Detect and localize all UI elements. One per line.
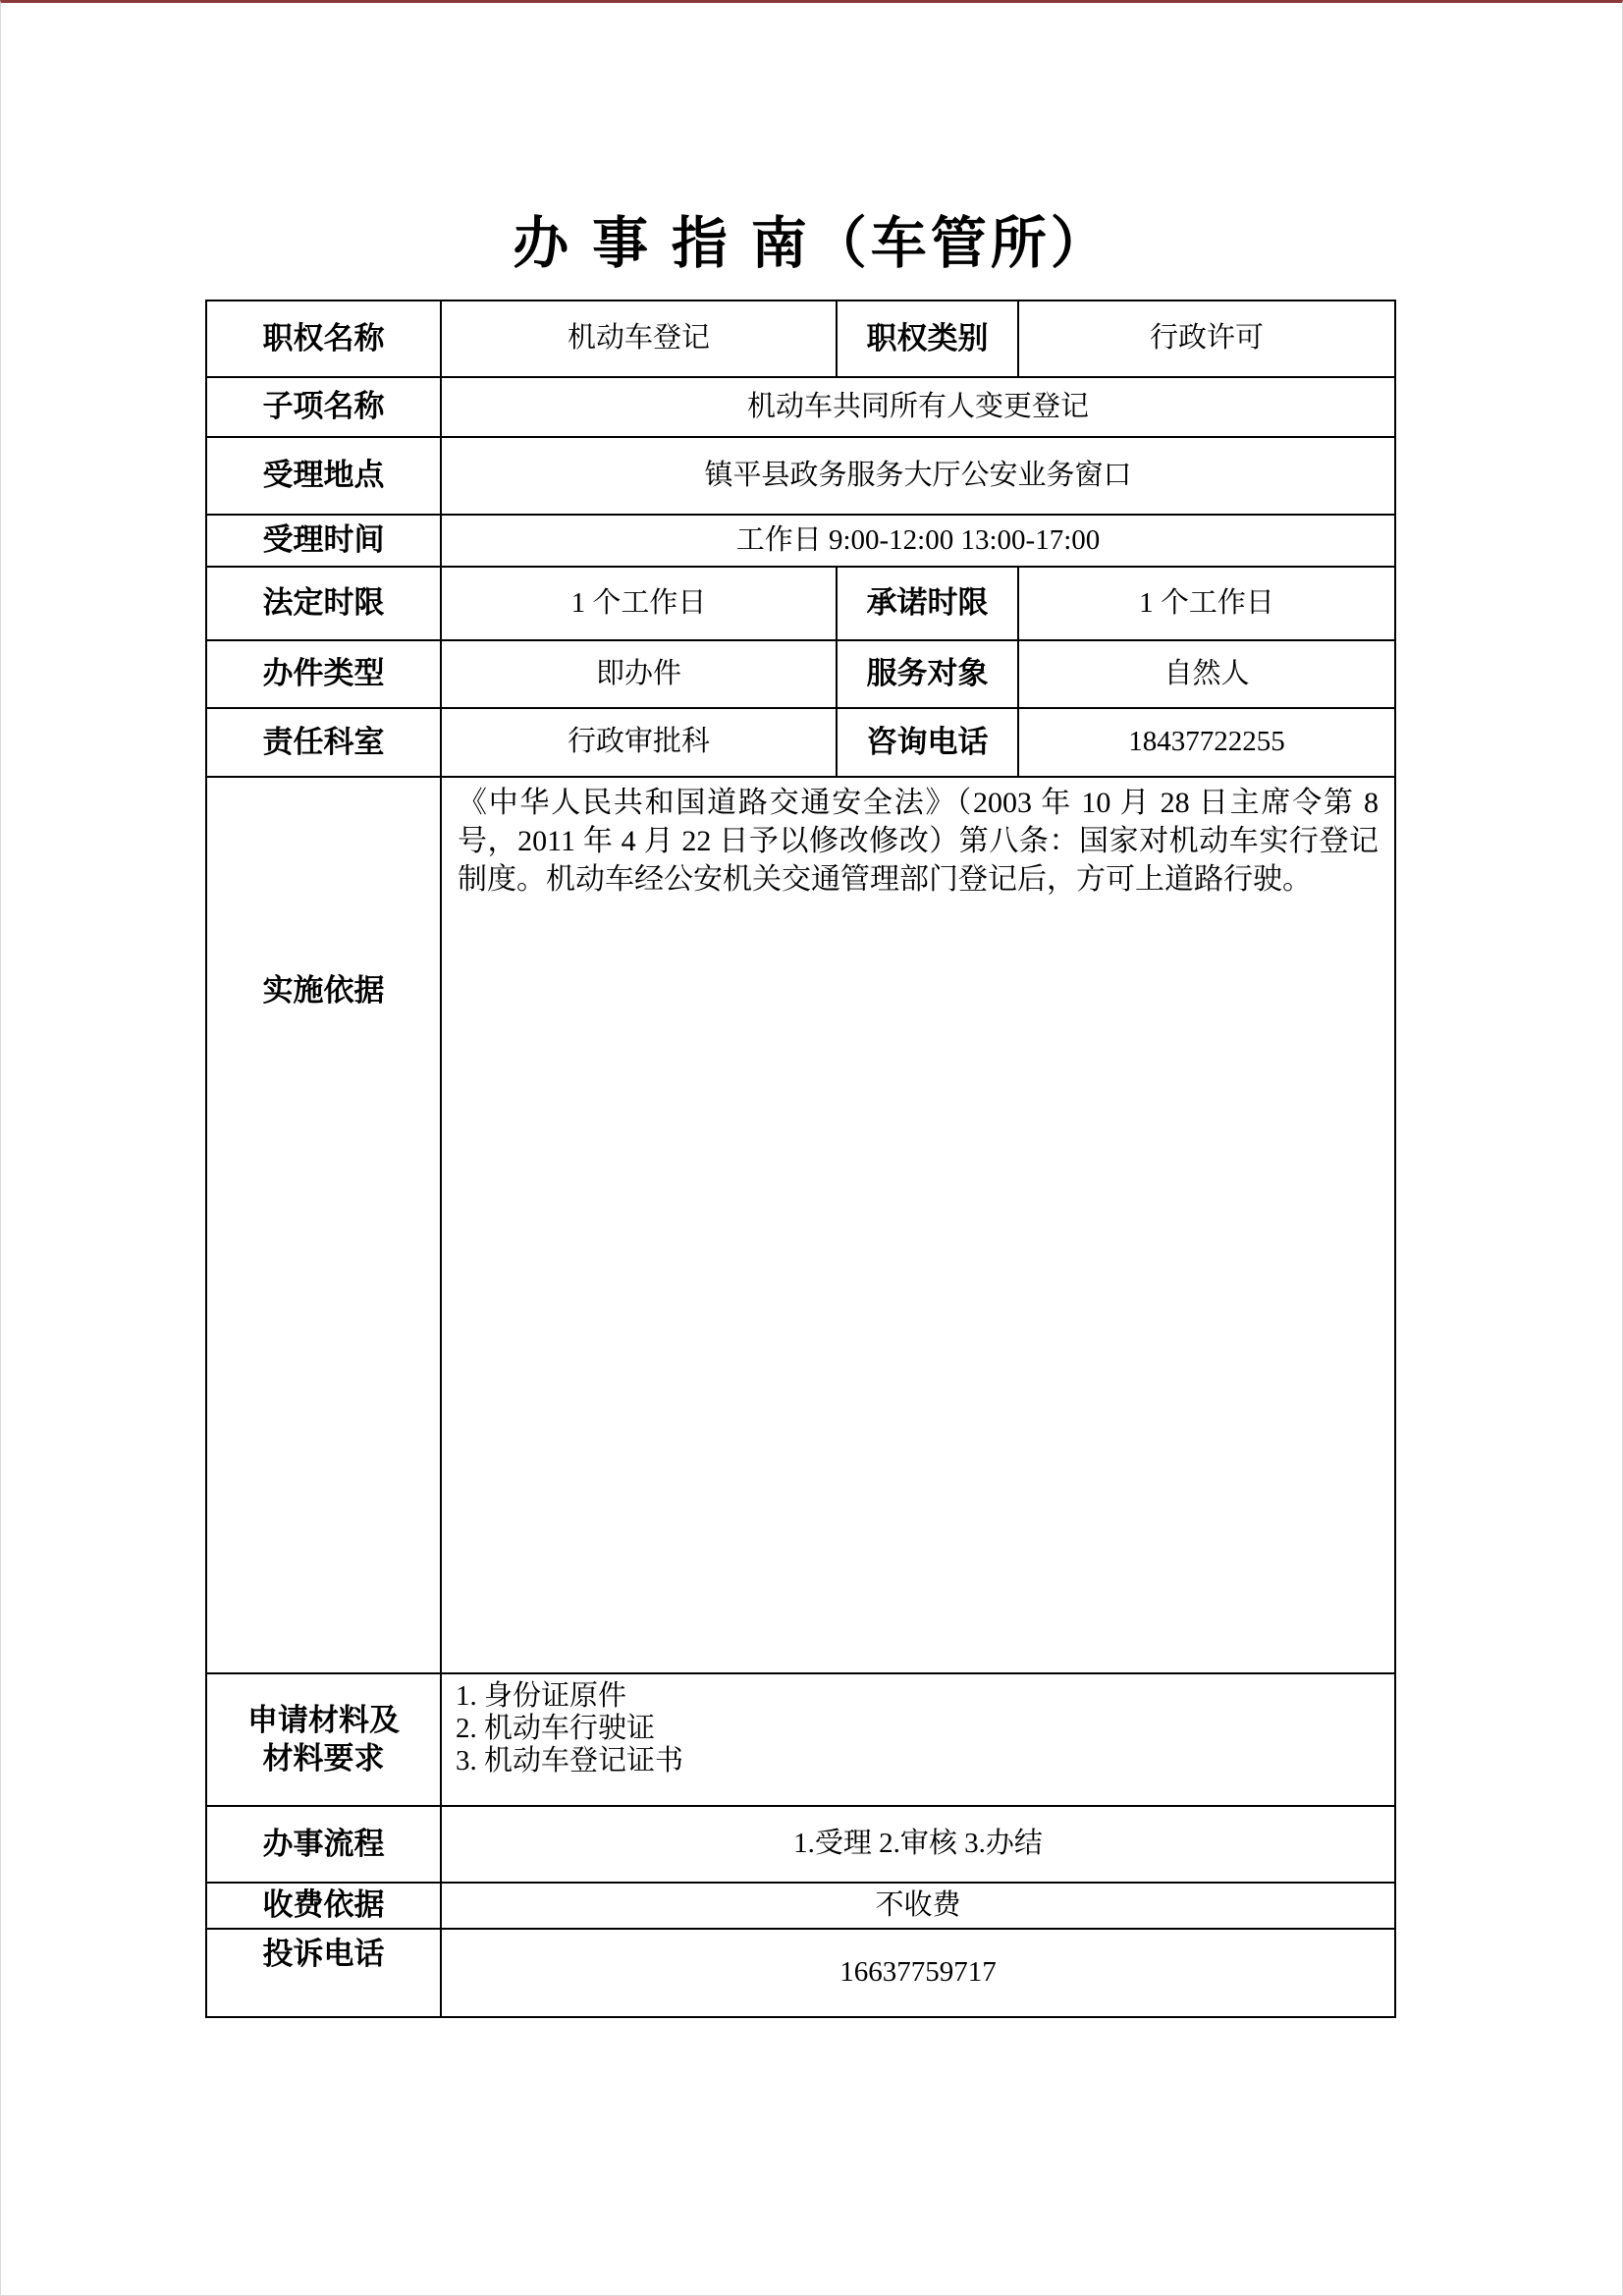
label-consultation-phone: 咨询电话 xyxy=(837,708,1018,777)
label-subitem-name: 子项名称 xyxy=(206,377,441,437)
value-legal-time-limit: 1 个工作日 xyxy=(441,567,837,640)
value-acceptance-time: 工作日 9:00-12:00 13:00-17:00 xyxy=(441,515,1395,567)
table-row xyxy=(206,1883,1395,1929)
value-consultation-phone: 18437722255 xyxy=(1018,708,1395,777)
table-row xyxy=(206,515,1395,567)
material-item: 3. 机动车登记证书 xyxy=(456,1745,684,1777)
implementation-basis-text: 实施依据 xyxy=(262,973,385,1008)
table-row xyxy=(206,708,1395,777)
value-subitem-name: 机动车共同所有人变更登记 xyxy=(441,377,1395,437)
label-processing-type: 办件类型 xyxy=(206,640,441,708)
application-materials-label-line2: 材料要求 xyxy=(262,1740,385,1776)
table-row xyxy=(206,567,1395,640)
label-implementation-basis xyxy=(206,777,441,1673)
value-promised-time-limit: 1 个工作日 xyxy=(1018,567,1395,640)
application-materials-label-line1: 申请材料及 xyxy=(247,1702,400,1737)
label-promised-time-limit: 承诺时限 xyxy=(837,567,1018,640)
value-process-flow: 1.受理 2.审核 3.办结 xyxy=(441,1806,1395,1883)
value-service-target: 自然人 xyxy=(1018,640,1395,708)
label-responsible-section: 责任科室 xyxy=(206,708,441,777)
label-acceptance-time: 受理时间 xyxy=(206,515,441,567)
value-application-materials xyxy=(441,1673,1395,1806)
label-fee-basis: 收费依据 xyxy=(206,1883,441,1929)
label-acceptance-place: 受理地点 xyxy=(206,437,441,515)
value-processing-type: 即办件 xyxy=(441,640,837,708)
value-authority-type: 行政许可 xyxy=(1018,301,1395,377)
value-implementation-basis: 《中华人民共和国道路交通安全法》（2003 年 10 月 28 日主席令第 8 号，2011 年 4 月 22 日予以修改修改）第八条：国家对机动车实行登记制度。机动车经公安机关交通管理部门登记后，方可上道路行驶。 xyxy=(441,777,1395,1673)
label-authority-name: 职权名称 xyxy=(206,301,441,377)
material-item: 1. 身份证原件 xyxy=(456,1680,627,1712)
value-complaint-phone: 16637759717 xyxy=(441,1929,1395,2017)
label-complaint-phone: 投诉电话 xyxy=(206,1929,441,2017)
value-acceptance-place: 镇平县政务服务大厅公安业务窗口 xyxy=(441,437,1395,515)
service-guide-table xyxy=(205,300,1396,2018)
table-row xyxy=(206,301,1395,377)
table-row xyxy=(206,1806,1395,1883)
value-authority-name: 机动车登记 xyxy=(441,301,837,377)
table-row xyxy=(206,1929,1395,2017)
label-authority-type: 职权类别 xyxy=(837,301,1018,377)
material-item: 2. 机动车行驶证 xyxy=(456,1713,656,1744)
table-row xyxy=(206,377,1395,437)
label-application-materials xyxy=(206,1673,441,1806)
table-row xyxy=(206,640,1395,708)
page-title: 办 事 指 南（车管所） xyxy=(513,212,1110,275)
table-row xyxy=(206,777,1395,1673)
value-fee-basis: 不收费 xyxy=(441,1883,1395,1929)
label-legal-time-limit: 法定时限 xyxy=(206,567,441,640)
label-service-target: 服务对象 xyxy=(837,640,1018,708)
table-row xyxy=(206,1673,1395,1806)
table-row xyxy=(206,437,1395,515)
label-process-flow: 办事流程 xyxy=(206,1806,441,1883)
value-responsible-section: 行政审批科 xyxy=(441,708,837,777)
